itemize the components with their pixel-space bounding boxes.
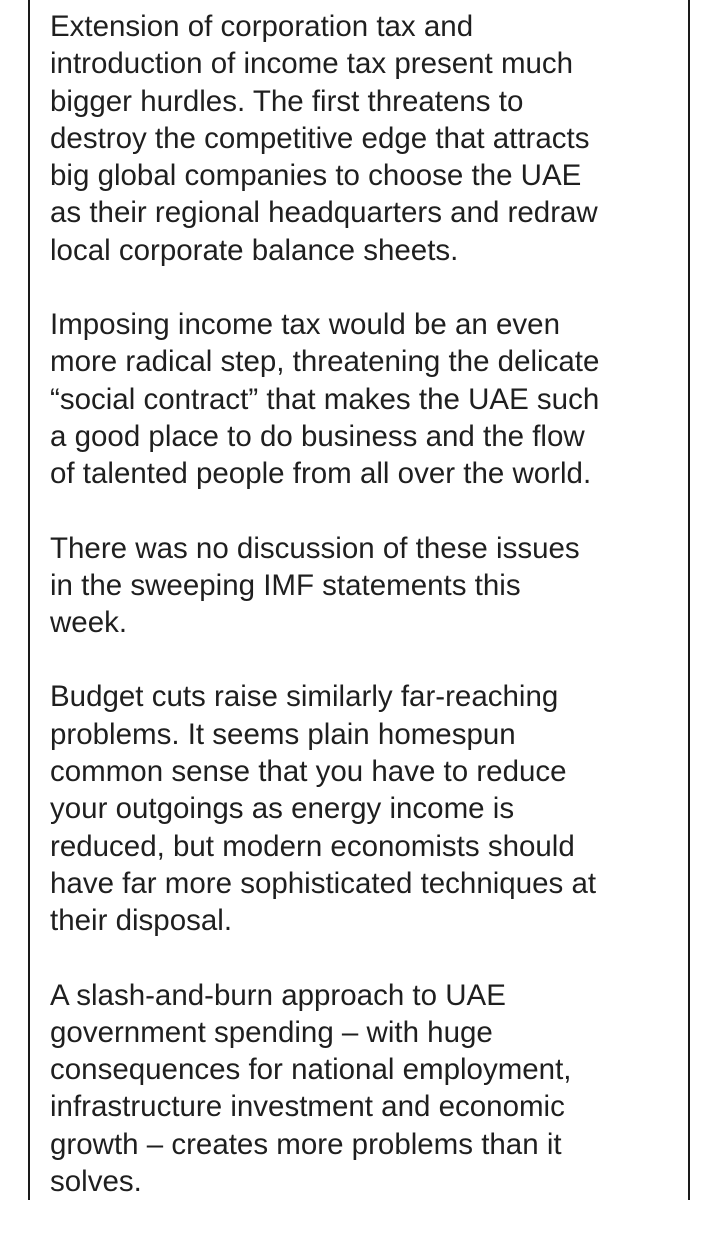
text-line: growth – creates more problems than it [50, 1127, 562, 1161]
text-line: bigger hurdles. The first threatens to [50, 84, 524, 118]
text-line: of talented people from all over the world. [50, 457, 592, 491]
text-line: problems. It seems plain homespun [50, 717, 516, 751]
text-line: a good place to do business and the flow [50, 419, 585, 453]
text-line: solves. [50, 1165, 142, 1199]
text-line: have far more sophisticated techniques at [50, 866, 597, 900]
text-line: as their regional headquarters and redraw [50, 196, 598, 230]
text-line: consequences for national employment, [50, 1053, 572, 1087]
text-line: their disposal. [50, 904, 233, 938]
right-border-line [688, 0, 690, 1200]
text-line: your outgoings as energy income is [50, 792, 515, 826]
text-line: A slash-and-burn approach to UAE [50, 978, 506, 1012]
left-border-line [28, 0, 30, 1200]
text-line: reduced, but modern economists should [50, 829, 575, 863]
text-line: Budget cuts raise similarly far-reaching [50, 680, 559, 714]
text-line: introduction of income tax present much [50, 47, 574, 81]
text-line: government spending – with huge [50, 1015, 493, 1049]
paragraph-1 [50, 8, 684, 269]
paragraph-3 [50, 530, 684, 642]
article-body [50, 8, 684, 1237]
paragraph-5 [50, 977, 684, 1201]
text-line: in the sweeping IMF statements this [50, 568, 521, 602]
text-line: There was no discussion of these issues [50, 531, 580, 565]
text-line: “social contract” that makes the UAE such [50, 382, 600, 416]
paragraph-2 [50, 306, 684, 492]
text-line: Extension of corporation tax and [50, 10, 474, 43]
text-line: week. [50, 606, 128, 640]
text-line: common sense that you have to reduce [50, 755, 567, 789]
text-line: infrastructure investment and economic [50, 1090, 565, 1124]
text-line: local corporate balance sheets. [50, 233, 459, 267]
text-line: big global companies to choose the UAE [50, 159, 582, 193]
text-line: Imposing income tax would be an even [50, 308, 560, 342]
text-line: more radical step, threatening the delicate [50, 345, 600, 379]
paragraph-4 [50, 678, 684, 939]
text-line: destroy the competitive edge that attracts [50, 121, 590, 155]
